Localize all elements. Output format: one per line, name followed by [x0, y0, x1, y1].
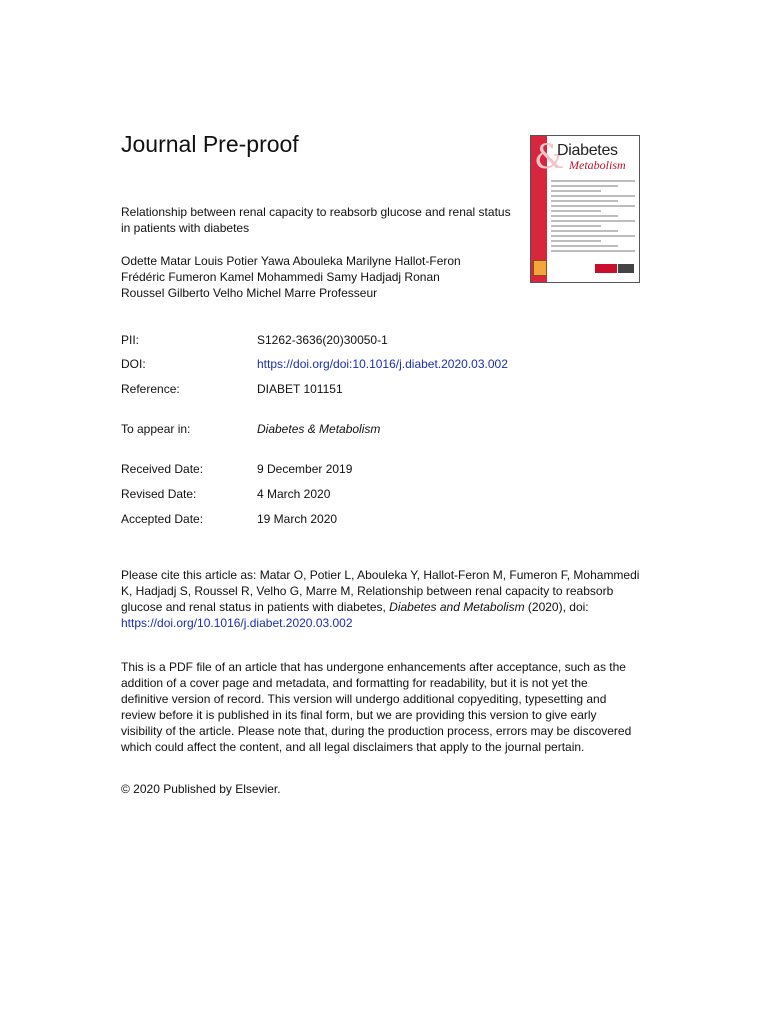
cover-title: Diabetes	[557, 142, 618, 159]
cover-subtitle: Metabolism	[569, 158, 626, 172]
accepted-date-label: Accepted Date:	[121, 512, 204, 526]
cover-badge	[595, 264, 617, 273]
cover-contents-lines	[551, 180, 635, 255]
elsevier-logo-icon	[533, 260, 547, 276]
copyright-line: © 2020 Published by Elsevier.	[121, 782, 281, 796]
citation-doi-link[interactable]: https://doi.org/10.1016/j.diabet.2020.03.002	[121, 616, 353, 630]
pii-label: PII:	[121, 333, 140, 347]
appear-in-label: To appear in:	[121, 422, 191, 436]
received-date-value: 9 December 2019	[257, 462, 353, 476]
journal-cover-thumbnail	[530, 135, 640, 283]
revised-date-label: Revised Date:	[121, 487, 197, 501]
reference-label: Reference:	[121, 382, 180, 396]
accepted-date-value: 19 March 2020	[257, 512, 338, 526]
journal-preproof-heading: Journal Pre-proof	[121, 131, 299, 157]
reference-value: DIABET 101151	[257, 382, 343, 396]
author-list: Odette Matar Louis Potier Yawa Abouleka Marilyne Hallot-Feron Frédéric Fumeron Kamel Mohammedi Samy Hadjadj Ronan Roussel Gilberto Velho Michel Marre Professeur	[121, 254, 461, 300]
citation-text: Please cite this article as: Matar O, Potier L, Abouleka Y, Hallot-Feron M, Fumeron F, Mohammedi K, Hadjadj S, Roussel R, Velho G, Marre M, Relationship between renal capacity to reabsorb glucose and renal status in patients with diabetes,	[121, 568, 640, 614]
article-title: Relationship between renal capacity to reabsorb glucose and renal status in patients with diabetes	[121, 205, 511, 235]
pii-value: S1262-3636(20)30050-1	[257, 333, 388, 347]
doi-label: DOI:	[121, 357, 146, 371]
cover-badge-dark	[618, 264, 634, 273]
citation-year: (2020), doi:	[524, 600, 589, 614]
citation-journal: Diabetes and Metabolism	[389, 600, 525, 614]
revised-date-value: 4 March 2020	[257, 487, 331, 501]
doi-link[interactable]: https://doi.org/doi:10.1016/j.diabet.2020.03.002	[257, 357, 508, 371]
received-date-label: Received Date:	[121, 462, 204, 476]
preproof-notice: This is a PDF file of an article that has undergone enhancements after acceptance, such as the addition of a cover page and metadata, and formatting for readability, but it is not yet the definitive version of record. This version will undergo additional copyediting, typesetting and review before it is published in its final form, but we are providing this version to give early visibility of the article. Please note that, during the production process, errors may be discovered which could affect the content, and all legal disclaimers that apply to the journal pertain.	[121, 660, 632, 754]
appear-in-value: Diabetes & Metabolism	[257, 422, 381, 436]
cover-ampersand: &	[534, 137, 565, 177]
citation-paragraph	[121, 567, 641, 631]
